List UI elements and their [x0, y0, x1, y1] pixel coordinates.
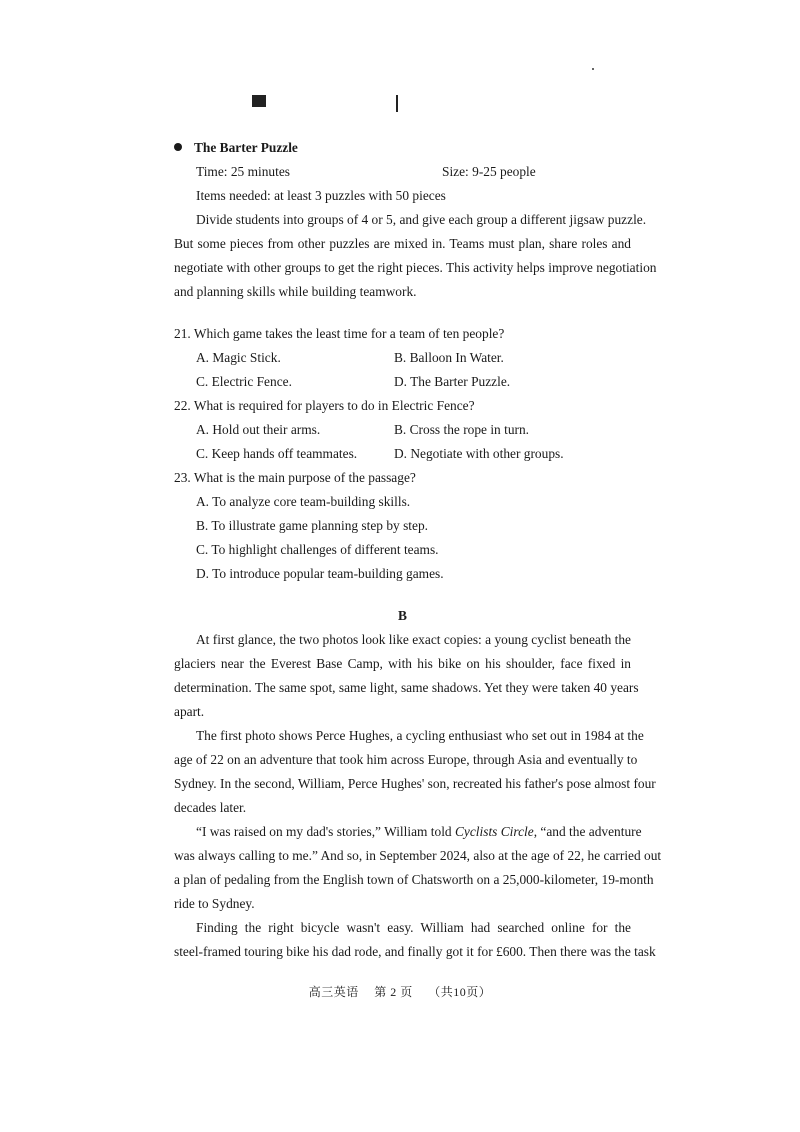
paragraph-line: a plan of pedaling from the English town of Chatsworth on a 25,000-kilometer, 19-month [174, 872, 654, 887]
paragraph-line: Sydney. In the second, William, Perce Hughes' son, recreated his father's pose almost four [174, 776, 656, 791]
section-b [174, 604, 631, 628]
option: C. Electric Fence. [196, 374, 292, 389]
size-info: Size: 9-25 people [442, 164, 536, 179]
quote-text: , “and the adventure [533, 824, 642, 839]
paragraph-line: decades later. [174, 800, 247, 815]
option: A. To analyze core team-building skills. [196, 494, 411, 509]
items-needed: Items needed: at least 3 puzzles with 50 pieces [196, 188, 446, 203]
passage-b [174, 628, 662, 964]
option: D. The Barter Puzzle. [394, 374, 511, 389]
scan-dot [592, 68, 594, 70]
question-stem: 23. What is the main purpose of the passage? [174, 470, 416, 485]
option: A. Magic Stick. [196, 350, 281, 365]
paragraph-line: determination. The same spot, same light, same shadows. Yet they were taken 40 years [174, 680, 639, 695]
option: B. Balloon In Water. [394, 350, 504, 365]
paragraph-line: apart. [174, 704, 205, 719]
paragraph-line: steel-framed touring bike his dad rode, and finally got it for £600. Then there was the task [174, 944, 656, 959]
option-row [174, 418, 631, 442]
paragraph-line: glaciers near the Everest Base Camp, with his bike on his shoulder, face fixed in [174, 656, 631, 671]
paragraph-line: The first photo shows Perce Hughes, a cycling enthusiast who set out in 1984 at the [196, 728, 644, 743]
option-row [174, 442, 631, 466]
paragraph-line: was always calling to me.” And so, in September 2024, also at the age of 22, he carried out [174, 848, 662, 863]
option: C. Keep hands off teammates. [196, 446, 358, 461]
option: B. Cross the rope in turn. [394, 422, 530, 437]
magazine-name: Cyclists Circle [454, 824, 534, 839]
paragraph-line: ride to Sydney. [174, 896, 255, 911]
option: D. Negotiate with other groups. [394, 446, 564, 461]
section-heading: B [398, 608, 407, 623]
desc-line: But some pieces from other puzzles are mixed in. Teams must plan, share roles and [174, 236, 631, 251]
time-info: Time: 25 minutes [196, 164, 290, 179]
question-stem: 21. Which game takes the least time for a team of ten people? [174, 326, 505, 341]
option: B. To illustrate game planning step by step. [196, 518, 429, 533]
paragraph-line: Finding the right bicycle wasn't easy. William had searched online for the [196, 920, 631, 935]
desc-line: Divide students into groups of 4 or 5, and give each group a different jigsaw puzzle. [196, 212, 647, 227]
page-footer [0, 983, 800, 1000]
section-title: The Barter Puzzle [174, 136, 631, 160]
registration-mark-bar [396, 95, 398, 112]
option: C. To highlight challenges of different teams. [196, 542, 439, 557]
bullet-icon [174, 143, 182, 151]
desc-line: and planning skills while building teamwork. [174, 284, 417, 299]
time-size-row [174, 160, 631, 184]
paragraph-line: age of 22 on an adventure that took him across Europe, through Asia and eventually to [174, 752, 638, 767]
paragraph-line [174, 820, 642, 844]
option-row [174, 370, 631, 394]
option: A. Hold out their arms. [196, 422, 321, 437]
question-stem: 22. What is required for players to do in Electric Fence? [174, 398, 475, 413]
footer-total: （共10页） [428, 985, 492, 999]
footer-page: 第 2 页 [374, 985, 413, 999]
quote-text: “I was raised on my dad's stories,” William told [196, 824, 455, 839]
registration-mark-square [252, 95, 266, 107]
option: D. To introduce popular team-building games. [196, 566, 444, 581]
questions-section [174, 322, 631, 586]
barter-puzzle-section [174, 136, 657, 304]
option-row [174, 346, 631, 370]
paragraph-line: At first glance, the two photos look like exact copies: a young cyclist beneath the [196, 632, 631, 647]
footer-subject: 高三英语 [308, 985, 359, 999]
desc-line: negotiate with other groups to get the right pieces. This activity helps improve negotiation [174, 260, 657, 275]
